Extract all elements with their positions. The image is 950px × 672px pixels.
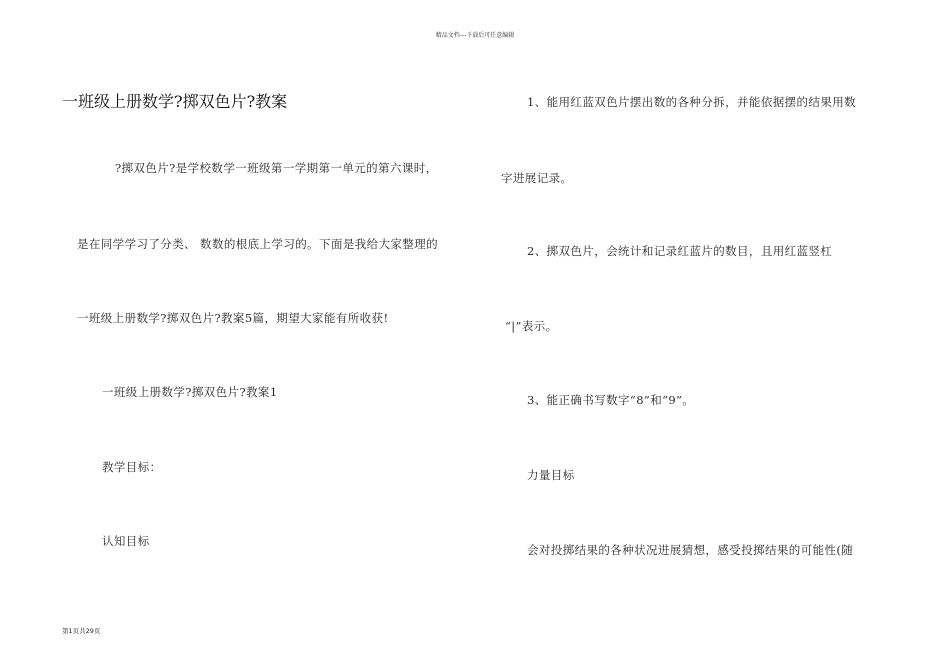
goal-item-2-line-1: 2、掷双色片，会统计和记录红蓝片的数目，且用红蓝竖杠	[527, 244, 833, 258]
goal-item-1-line-1: 1、能用红蓝双色片摆出数的各种分拆，并能依据摆的结果用数	[527, 95, 857, 109]
paragraph-intro-line-2: 是在同学学习了分类、 数数的根底上学习的。下面是我给大家整理的	[77, 237, 439, 251]
goal-item-1-line-2: 字进展记录。	[501, 171, 573, 185]
goal-item-3: 3、能正确书写数字“8”和“9”。	[527, 393, 695, 407]
page-number: 第1页共29页	[62, 627, 101, 635]
document-title: 一班级上册数学?掷双色片?教案	[62, 92, 288, 111]
ability-goal-text: 会对投掷结果的各种状况进展猜想，感受投掷结果的可能性(随	[527, 543, 854, 557]
paragraph-intro-line-3: 一班级上册数学?掷双色片?教案5篇，期望大家能有所收获!	[77, 311, 389, 325]
cognitive-goals-heading: 认知目标	[102, 534, 150, 548]
ability-goals-heading: 力量目标	[527, 468, 575, 482]
page-header-note: 精品文档---下载后可任意编辑	[435, 32, 515, 39]
teaching-goals-heading: 教学目标：	[102, 460, 162, 474]
goal-item-2-line-2: “|”表示。	[505, 319, 558, 333]
lesson-heading: 一班级上册数学?掷双色片?教案1	[102, 385, 278, 399]
paragraph-intro-line-1: ?掷双色片?是学校数学一班级第一学期第一单元的第六课时，	[115, 161, 438, 175]
